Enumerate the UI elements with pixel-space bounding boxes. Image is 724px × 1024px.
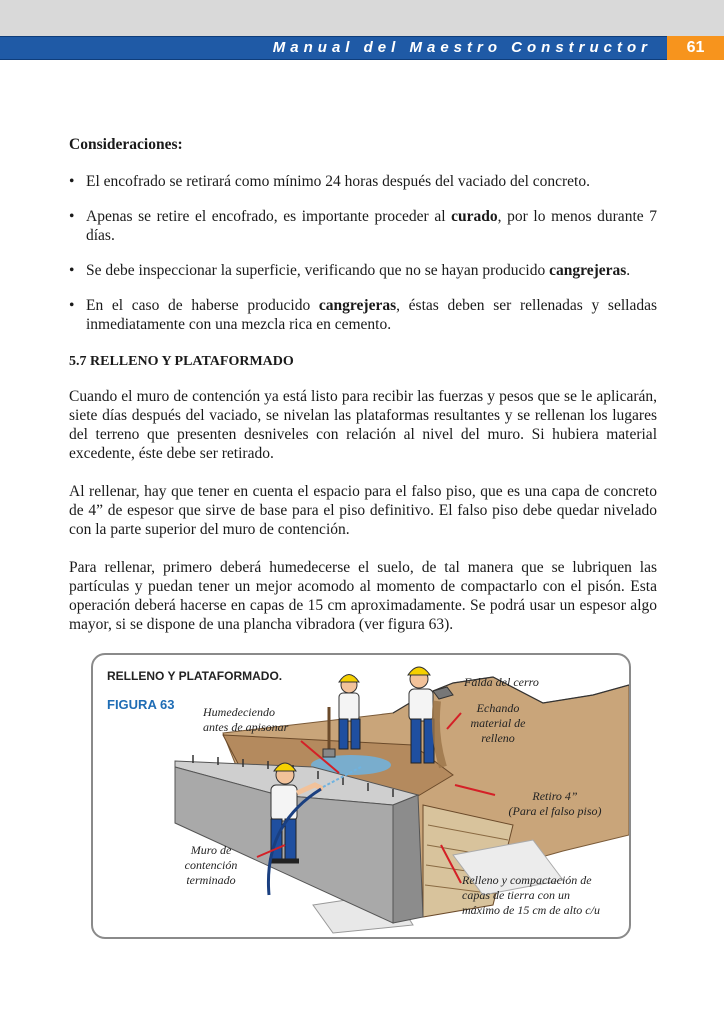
list-item: • Apenas se retire el encofrado, es importante proceder al curado, por lo menos durante 7 días. (69, 207, 657, 245)
paragraph: Cuando el muro de contención ya está listo para recibir las fuerzas y pesos que se le aplicarán, siete días después del vaciado, se nivelan las plataformas resultantes y se rellenan los lugares del terreno que presenten desniveles con relación al nivel del muro. Si hubiera material excedente, éste debe ser retirado. (69, 388, 657, 462)
manual-title: Manual del Maestro Constructor (272, 39, 652, 56)
label-relleno-compactacion: Relleno y compactación de capas de tierra con un máximo de 15 cm de alto c/u (462, 873, 600, 917)
list-item: • Se debe inspeccionar la superficie, verificando que no se hayan producido cangrejeras. (69, 261, 657, 280)
label-falda-del-cerro: Falda del cerro (464, 675, 539, 689)
paragraph: Al rellenar, hay que tener en cuenta el espacio para el falso piso, que es una capa de concreto de 4” de espesor que sirve de base para el piso definitivo. El falso piso debe quedar nivelado con la parte superior del muro de contención. (69, 483, 657, 538)
list-item: • En el caso de haberse producido cangrejeras, éstas deben ser rellenadas y selladas inmediatamente con una mezcla rica en cemento. (69, 296, 657, 334)
page-number: 61 (667, 36, 724, 60)
figure-number: FIGURA 63 (107, 697, 175, 712)
page-content (69, 135, 657, 653)
list-item: • El encofrado se retirará como mínimo 24 horas después del vaciado del concreto. (69, 172, 657, 191)
label-retiro: Retiro 4” (Para el falso piso) (508, 789, 602, 818)
considerations-heading: Consideraciones: (69, 136, 183, 153)
header-bar (0, 36, 724, 60)
section-title: 5.7 RELLENO Y PLATAFORMADO (69, 354, 294, 369)
considerations-list (69, 172, 657, 334)
figure-63 (91, 653, 631, 939)
label-echando-material: Echando material de relleno (470, 701, 526, 745)
label-humedeciendo: Humedeciendo antes de apisonar (203, 705, 289, 734)
top-gray-band (0, 0, 724, 36)
worker-tamper (323, 675, 360, 758)
paragraph: Para rellenar, primero deberá humedecerse el suelo, de tal manera que se lubriquen las partículas y puedan tener un mejor acomodo al momento de compactarlo con el pisón. Esta operación deberá hacerse en capas de 15 cm aproximadamente. Se podrá usar un espesor algo mayor, si se dispone de una plancha vibradora (ver figura 63). (69, 559, 657, 633)
figure-title: RELLENO Y PLATAFORMADO. (107, 669, 283, 683)
label-muro-contencion: Muro de contención terminado (184, 843, 238, 887)
